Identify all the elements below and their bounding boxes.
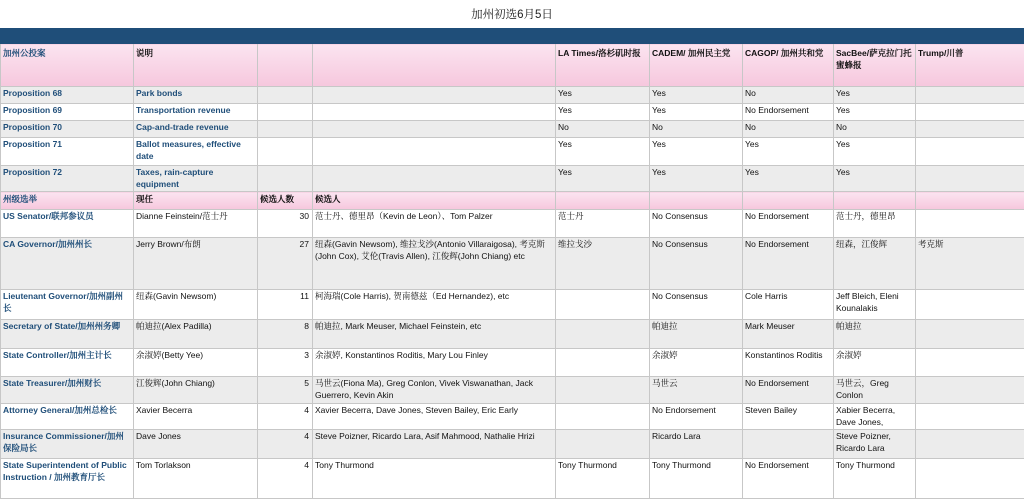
cagop-cell[interactable]: No Endorsement (743, 104, 834, 121)
section-cell[interactable]: 现任 (134, 192, 258, 210)
section-cell[interactable] (916, 192, 1024, 210)
proposition-row (1, 166, 1024, 192)
cagop-cell[interactable]: No (743, 121, 834, 138)
proposition-row (1, 87, 1024, 104)
incumbent-cell[interactable]: Tom Torlakson (134, 459, 258, 499)
cadem-cell[interactable]: No Consensus (650, 290, 743, 320)
sacbee-cell[interactable]: 余淑婷 (834, 349, 916, 377)
candidates-cell[interactable]: 马世云(Fiona Ma), Greg Conlon, Vivek Viswanathan, Jack Guerrero, Kevin Akin (313, 377, 556, 404)
cadem-cell[interactable]: No (650, 121, 743, 138)
office-cell[interactable]: State Superintendent of Public Instruction / 加州教育厅长 (1, 459, 134, 499)
sheet-title: 加州初选6月5日 (0, 0, 1024, 28)
endorsement-table (0, 28, 1024, 499)
office-cell[interactable]: CA Governor/加州州长 (1, 238, 134, 290)
empty-cell[interactable] (313, 166, 556, 192)
cadem-cell[interactable]: Yes (650, 87, 743, 104)
header-cell[interactable]: 说明 (134, 44, 258, 87)
office-cell[interactable]: Attorney General/加州总检长 (1, 404, 134, 430)
proposition-row (1, 121, 1024, 138)
race-row (1, 404, 1024, 430)
sacbee-cell[interactable]: Yes (834, 87, 916, 104)
candidate-count-cell[interactable]: 30 (258, 210, 313, 238)
header-cell[interactable]: Trump/川普 (916, 44, 1024, 87)
race-row (1, 210, 1024, 238)
cadem-cell[interactable]: No Endorsement (650, 404, 743, 430)
empty-cell[interactable] (313, 121, 556, 138)
candidates-cell[interactable]: 帕迪拉, Mark Meuser, Michael Feinstein, etc (313, 320, 556, 349)
race-row (1, 430, 1024, 459)
cagop-cell[interactable]: No Endorsement (743, 238, 834, 290)
cagop-cell[interactable]: No Endorsement (743, 459, 834, 499)
sacbee-cell[interactable]: Yes (834, 104, 916, 121)
candidates-cell[interactable]: 柯海瑞(Cole Harris), 贺南德兹（Ed Hernandez), etc (313, 290, 556, 320)
race-row (1, 238, 1024, 290)
proposition-desc-cell[interactable]: Taxes, rain-capture equipment (134, 166, 258, 192)
la-times-cell[interactable]: No (556, 121, 650, 138)
la-times-cell[interactable] (556, 430, 650, 459)
la-times-cell[interactable] (556, 349, 650, 377)
la-times-cell[interactable]: Yes (556, 138, 650, 166)
section-cell[interactable] (743, 192, 834, 210)
incumbent-cell[interactable]: 江俊辉(John Chiang) (134, 377, 258, 404)
incumbent-cell[interactable]: Dianne Feinstein/范士丹 (134, 210, 258, 238)
incumbent-cell[interactable]: 帕迪拉(Alex Padilla) (134, 320, 258, 349)
empty-cell[interactable] (258, 121, 313, 138)
trump-cell[interactable] (916, 377, 1024, 404)
race-row (1, 377, 1024, 404)
candidates-cell[interactable]: 余淑婷, Konstantinos Roditis, Mary Lou Finley (313, 349, 556, 377)
empty-cell[interactable] (258, 87, 313, 104)
candidates-cell[interactable]: Xavier Becerra, Dave Jones, Steven Bailey, Eric Early (313, 404, 556, 430)
candidate-count-cell[interactable]: 27 (258, 238, 313, 290)
trump-cell[interactable] (916, 290, 1024, 320)
cadem-cell[interactable]: No Consensus (650, 210, 743, 238)
empty-cell[interactable] (258, 138, 313, 166)
candidate-count-cell[interactable]: 4 (258, 404, 313, 430)
cadem-cell[interactable]: 余淑婷 (650, 349, 743, 377)
proposition-row (1, 138, 1024, 166)
incumbent-cell[interactable]: 纽森(Gavin Newsom) (134, 290, 258, 320)
incumbent-cell[interactable]: Jerry Brown/布朗 (134, 238, 258, 290)
candidates-cell[interactable]: 范士丹、德里昂（Kevin de Leon）、Tom Palzer (313, 210, 556, 238)
trump-cell[interactable] (916, 459, 1024, 499)
section-cell[interactable]: 候选人 (313, 192, 556, 210)
cadem-cell[interactable]: Yes (650, 166, 743, 192)
sacbee-cell[interactable]: Yes (834, 138, 916, 166)
candidate-count-cell[interactable]: 4 (258, 430, 313, 459)
header-cell[interactable]: CAGOP/ 加州共和党 (743, 44, 834, 87)
office-cell[interactable]: Lieutenant Governor/加州副州长 (1, 290, 134, 320)
empty-cell[interactable] (258, 166, 313, 192)
trump-cell[interactable] (916, 210, 1024, 238)
race-row (1, 349, 1024, 377)
office-cell[interactable]: Insurance Commissioner/加州保险局长 (1, 430, 134, 459)
cadem-cell[interactable]: Tony Thurmond (650, 459, 743, 499)
header-cell[interactable]: SacBee/萨克拉门托蜜蜂报 (834, 44, 916, 87)
trump-cell[interactable] (916, 138, 1024, 166)
cadem-cell[interactable]: Ricardo Lara (650, 430, 743, 459)
incumbent-cell[interactable]: 余淑婷(Betty Yee) (134, 349, 258, 377)
trump-cell[interactable] (916, 430, 1024, 459)
header-cell[interactable] (313, 44, 556, 87)
header-row (1, 44, 1024, 87)
header-cell[interactable]: LA Times/洛杉矶时报 (556, 44, 650, 87)
la-times-cell[interactable] (556, 320, 650, 349)
cagop-cell[interactable]: Yes (743, 166, 834, 192)
cagop-cell[interactable] (743, 430, 834, 459)
proposition-desc-cell[interactable]: Transportation revenue (134, 104, 258, 121)
incumbent-cell[interactable]: Xavier Becerra (134, 404, 258, 430)
trump-cell[interactable] (916, 320, 1024, 349)
section-header-row (1, 192, 1024, 210)
sacbee-cell[interactable]: 纽森，江俊辉 (834, 238, 916, 290)
la-times-cell[interactable]: 维拉戈沙 (556, 238, 650, 290)
sacbee-cell[interactable]: Steve Poizner, Ricardo Lara (834, 430, 916, 459)
trump-cell[interactable] (916, 104, 1024, 121)
empty-cell[interactable] (313, 138, 556, 166)
cagop-cell[interactable]: Yes (743, 138, 834, 166)
proposition-name-cell[interactable]: Proposition 71 (1, 138, 134, 166)
la-times-cell[interactable]: Tony Thurmond (556, 459, 650, 499)
candidate-count-cell[interactable]: 4 (258, 459, 313, 499)
trump-cell[interactable] (916, 349, 1024, 377)
cadem-cell[interactable]: Yes (650, 104, 743, 121)
header-cell[interactable] (258, 44, 313, 87)
cadem-cell[interactable]: No Consensus (650, 238, 743, 290)
la-times-cell[interactable] (556, 404, 650, 430)
trump-cell[interactable] (916, 166, 1024, 192)
incumbent-cell[interactable]: Dave Jones (134, 430, 258, 459)
trump-cell[interactable] (916, 404, 1024, 430)
cagop-cell[interactable]: Mark Meuser (743, 320, 834, 349)
sacbee-cell[interactable]: Yes (834, 166, 916, 192)
header-band (1, 29, 1024, 44)
race-row (1, 459, 1024, 499)
proposition-name-cell[interactable]: Proposition 70 (1, 121, 134, 138)
trump-cell[interactable] (916, 87, 1024, 104)
proposition-name-cell[interactable]: Proposition 69 (1, 104, 134, 121)
sacbee-cell[interactable]: 马世云，Greg Conlon (834, 377, 916, 404)
sacbee-cell[interactable]: Jeff Bleich, Eleni Kounalakis (834, 290, 916, 320)
section-cell[interactable] (834, 192, 916, 210)
cagop-cell[interactable]: Konstantinos Roditis (743, 349, 834, 377)
cagop-cell[interactable]: No (743, 87, 834, 104)
cagop-cell[interactable]: Cole Harris (743, 290, 834, 320)
trump-cell[interactable] (916, 121, 1024, 138)
candidate-count-cell[interactable]: 8 (258, 320, 313, 349)
candidate-count-cell[interactable]: 11 (258, 290, 313, 320)
race-row (1, 290, 1024, 320)
header-cell[interactable]: CADEM/ 加州民主党 (650, 44, 743, 87)
office-cell[interactable]: State Controller/加州主计长 (1, 349, 134, 377)
race-row (1, 320, 1024, 349)
section-cell[interactable] (556, 192, 650, 210)
proposition-row (1, 104, 1024, 121)
la-times-cell[interactable]: Yes (556, 104, 650, 121)
cagop-cell[interactable]: No Endorsement (743, 210, 834, 238)
proposition-name-cell[interactable]: Proposition 72 (1, 166, 134, 192)
sacbee-cell[interactable]: No (834, 121, 916, 138)
sacbee-cell[interactable]: 帕迪拉 (834, 320, 916, 349)
cadem-cell[interactable]: 帕迪拉 (650, 320, 743, 349)
empty-cell[interactable] (313, 87, 556, 104)
proposition-desc-cell[interactable]: Ballot measures, effective date (134, 138, 258, 166)
candidates-cell[interactable]: Tony Thurmond (313, 459, 556, 499)
office-cell[interactable]: Secretary of State/加州州务卿 (1, 320, 134, 349)
la-times-cell[interactable]: 范士丹 (556, 210, 650, 238)
la-times-cell[interactable] (556, 290, 650, 320)
section-cell[interactable]: 州级选举 (1, 192, 134, 210)
candidates-cell[interactable]: Steve Poizner, Ricardo Lara, Asif Mahmood, Nathalie Hrizi (313, 430, 556, 459)
candidate-count-cell[interactable]: 5 (258, 377, 313, 404)
sacbee-cell[interactable]: 范士丹，德里昂 (834, 210, 916, 238)
proposition-desc-cell[interactable]: Park bonds (134, 87, 258, 104)
proposition-name-cell[interactable]: Proposition 68 (1, 87, 134, 104)
office-cell[interactable]: US Senator/联邦参议员 (1, 210, 134, 238)
proposition-desc-cell[interactable]: Cap-and-trade revenue (134, 121, 258, 138)
cagop-cell[interactable]: Steven Bailey (743, 404, 834, 430)
la-times-cell[interactable]: Yes (556, 166, 650, 192)
sacbee-cell[interactable]: Xabier Becerra, Dave Jones, (834, 404, 916, 430)
candidate-count-cell[interactable]: 3 (258, 349, 313, 377)
candidates-cell[interactable]: 纽森(Gavin Newsom), 维拉戈沙(Antonio Villaraigosa), 考克斯(John Cox), 艾伦(Travis Allen), 江俊辉(John Chiang) etc (313, 238, 556, 290)
la-times-cell[interactable] (556, 377, 650, 404)
trump-cell[interactable]: 考克斯 (916, 238, 1024, 290)
section-cell[interactable] (650, 192, 743, 210)
cadem-cell[interactable]: 马世云 (650, 377, 743, 404)
cadem-cell[interactable]: Yes (650, 138, 743, 166)
office-cell[interactable]: State Treasurer/加州财长 (1, 377, 134, 404)
sacbee-cell[interactable]: Tony Thurmond (834, 459, 916, 499)
header-cell[interactable]: 加州公投案 (1, 44, 134, 87)
cagop-cell[interactable]: No Endorsement (743, 377, 834, 404)
empty-cell[interactable] (258, 104, 313, 121)
empty-cell[interactable] (313, 104, 556, 121)
section-cell[interactable]: 候选人数 (258, 192, 313, 210)
la-times-cell[interactable]: Yes (556, 87, 650, 104)
